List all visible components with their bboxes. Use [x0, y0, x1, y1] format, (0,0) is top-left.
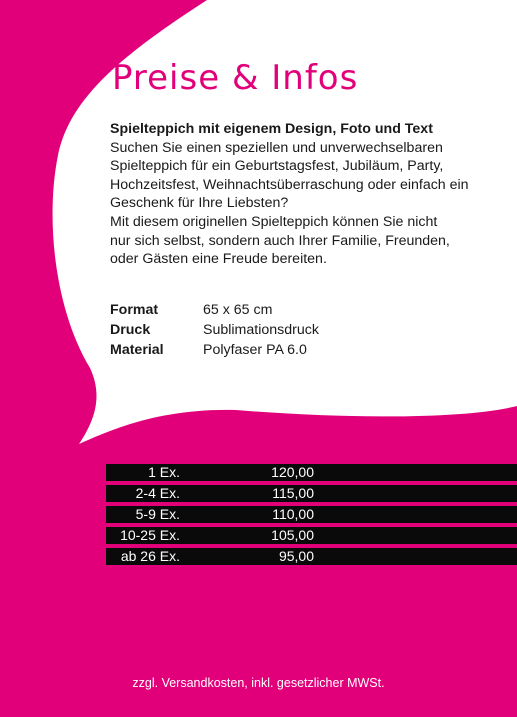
- spec-label: Material: [110, 342, 164, 358]
- price-amount: 115,00: [272, 485, 314, 501]
- price-amount: 105,00: [271, 527, 314, 543]
- intro-line: Mit diesem originellen Spielteppich können Sie nicht: [110, 213, 438, 230]
- intro-line: oder Gästen eine Freude bereiten.: [110, 251, 327, 268]
- price-amount: 110,00: [272, 506, 314, 522]
- intro-line: Hochzeitsfest, Weihnachtsüberraschung oder einfach ein: [110, 176, 469, 193]
- intro-line: Suchen Sie einen speziellen und unverwechselbaren: [110, 139, 443, 156]
- intro-line: Geschenk für Ihre Liebsten?: [110, 195, 289, 212]
- price-quantity: 10-25 Ex.: [120, 527, 180, 543]
- footer-note: zzgl. Versandkosten, inkl. gesetzlicher MWSt.: [132, 676, 385, 690]
- price-row: [106, 527, 517, 544]
- price-amount: 120,00: [271, 464, 314, 480]
- price-row: [106, 548, 517, 565]
- price-amount: 95,00: [278, 548, 314, 564]
- price-row: [106, 506, 517, 523]
- price-quantity: 2-4 Ex.: [135, 485, 180, 501]
- price-quantity: 5-9 Ex.: [135, 506, 180, 522]
- price-table: [106, 464, 517, 569]
- specs-table: [110, 300, 319, 360]
- intro-heading: Spielteppich mit eigenem Design, Foto und Text: [110, 121, 433, 137]
- price-quantity: 1 Ex.: [148, 464, 180, 480]
- intro-line: Spielteppich für ein Geburtstagsfest, Jubiläum, Party,: [110, 158, 444, 175]
- spec-value: Sublimationsdruck: [203, 322, 319, 338]
- page-title: Preise & Infos: [112, 58, 359, 98]
- spec-value: 65 x 65 cm: [203, 302, 273, 318]
- spec-row-druck: [110, 320, 319, 340]
- price-row: [106, 464, 517, 481]
- spec-row-format: [110, 300, 319, 320]
- spec-label: Format: [110, 302, 159, 318]
- spec-label: Druck: [110, 322, 151, 338]
- spec-value: Polyfaser PA 6.0: [203, 342, 307, 358]
- intro-text: [110, 120, 490, 269]
- intro-line: nur sich selbst, sondern auch Ihrer Familie, Freunden,: [110, 232, 450, 249]
- price-row: [106, 485, 517, 502]
- spec-row-material: [110, 340, 319, 360]
- price-quantity: ab 26 Ex.: [120, 548, 180, 564]
